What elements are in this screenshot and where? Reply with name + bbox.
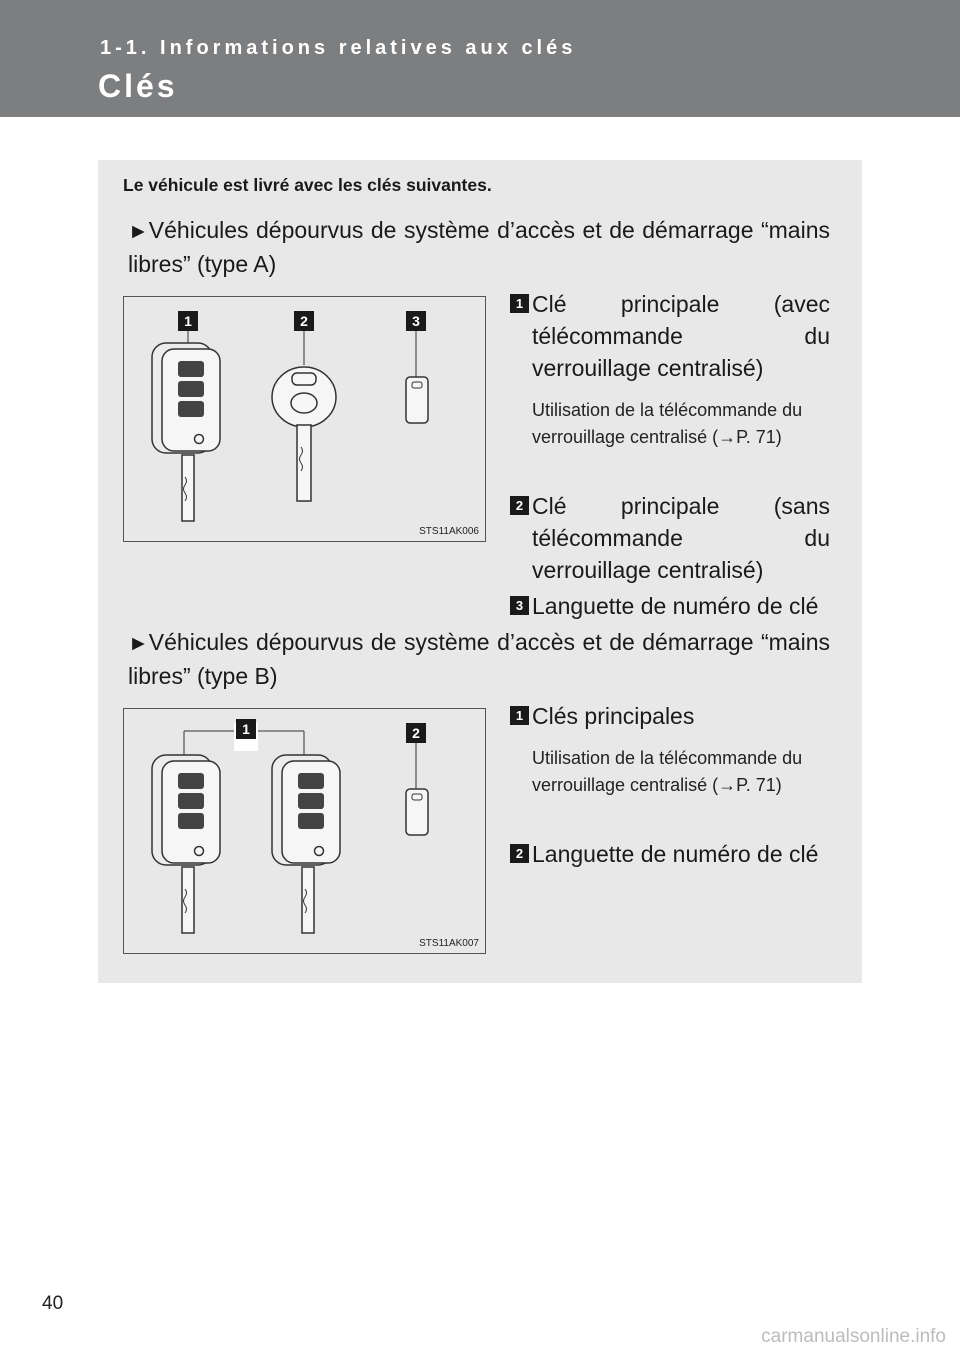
watermark: carmanualsonline.info (761, 1326, 946, 1347)
callout-2: 2 (412, 725, 420, 741)
keys-type-b-illustration (124, 709, 485, 953)
key-number-plate-icon (406, 737, 428, 835)
section-title: 1-1. Informations relatives aux clés (100, 37, 577, 59)
callout-2: 2 (300, 313, 308, 329)
callout-1: 1 (242, 721, 250, 737)
variant-a-heading (128, 214, 830, 281)
master-key-icon (272, 325, 336, 501)
page-title: Clés (98, 68, 178, 104)
figure-keys-type-b (123, 708, 486, 954)
callout-1: 1 (184, 313, 192, 329)
item-b-1-note: Utilisation de la télécommande du verrouillage centralisé (→P. 71) (532, 748, 803, 795)
item-a-2-label: Clé principale (sans télécommande du verrouillage centralisé) (532, 493, 830, 583)
number-badge-1: 1 (510, 294, 529, 313)
callout-badges (178, 311, 426, 331)
remote-key-icon (152, 755, 220, 933)
item-a-2 (510, 490, 830, 586)
number-badge-3: 3 (510, 596, 529, 615)
triangle-bullet-icon: ► (128, 220, 149, 243)
variant-a-heading-text: Véhicules dépourvus de système d’accès et de démarrage “mains libres” (type A) (128, 217, 830, 277)
remote-key-icon (272, 755, 340, 933)
page-header (0, 0, 960, 117)
triangle-bullet-icon: ► (128, 632, 149, 655)
keys-type-a-illustration (124, 297, 485, 541)
variant-b-heading (128, 626, 830, 693)
item-b-2-label: Languette de numéro de clé (532, 841, 819, 867)
figure-code-a: STS11AK006 (419, 526, 479, 537)
number-badge-2: 2 (510, 844, 529, 863)
variant-b-heading-text: Véhicules dépourvus de système d’accès et de démarrage “mains libres” (type B) (128, 629, 830, 689)
callout-3: 3 (412, 313, 420, 329)
figure-keys-type-a (123, 296, 486, 542)
item-a-1 (510, 288, 830, 384)
item-a-3-label: Languette de numéro de clé (532, 593, 819, 619)
intro-text: Le véhicule est livré avec les clés suivantes. (123, 175, 492, 195)
remote-key-icon (152, 325, 220, 521)
item-b-1-label: Clés principales (532, 703, 695, 729)
figure-code-b: STS11AK007 (419, 938, 479, 949)
item-a-3 (510, 590, 830, 622)
item-a-1-label: Clé principale (avec télécommande du verrouillage centralisé) (532, 291, 830, 381)
number-badge-1: 1 (510, 706, 529, 725)
key-number-plate-icon (406, 325, 428, 423)
item-b-1 (510, 700, 830, 732)
item-b-2 (510, 838, 830, 870)
number-badge-2: 2 (510, 496, 529, 515)
item-a-1-note: Utilisation de la télécommande du verrouillage centralisé (→P. 71) (532, 400, 803, 447)
page-number: 40 (42, 1293, 64, 1314)
